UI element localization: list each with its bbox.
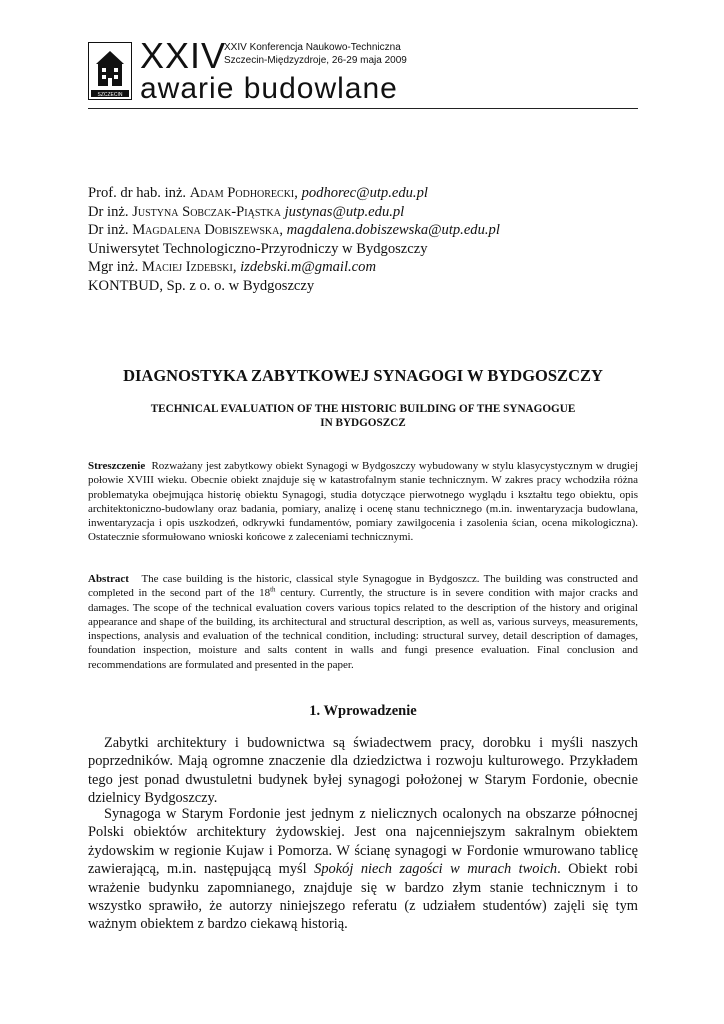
author-email[interactable]: izdebski.m@gmail.com bbox=[240, 259, 376, 276]
conference-logo-icon bbox=[88, 42, 132, 100]
conference-header bbox=[88, 36, 638, 108]
conference-name: XXIV Konferencja Naukowo-Techniczna bbox=[224, 42, 401, 53]
english-abstract: Abstract The case building is the historic, classical style Synagogue in Bydgoszcz. The building was constructed and completed in the second part of the 18th century. Currently, the structure is in severe condition with major cracks and damages. The scope of the technical evaluation covers various topics related to the description of the history and original appearance and shape of the building, its architectural and structural description, as well as, various surveys, measurements, inspections, analysis and evaluation of the technical condition, including: structural survey, detail description of damages, foundation inspection, moisture and salts content in walls and fungi presence evaluation. Final conclusion and recommendations are formulated and presented in the paper. bbox=[88, 573, 639, 671]
edition-number: XXIV bbox=[140, 35, 227, 76]
conference-series-title: awarie budowlane bbox=[140, 72, 398, 105]
polish-abstract: Streszczenie Rozważany jest zabytkowy obiekt Synagogi w Bydgoszczy wybudowany w stylu klasycystycznym w drugiej połowie XVIII wieku. Obecnie obiekt znajduje się w katastrofalnym stanie technicznym. W zakres pracy wchodziła różna problematyka obejmująca historię obiektu Synagogi, studia dotyczące pierwotnego wyglądu i kształtu tego obiektu, opis architektoniczno-budowlany oraz badania, pomiary, analizę i ocenę stanu technicznego (m.in. inwentaryzacja budowlana, inwentaryzacja i opis uszkodzeń, odkrywki fundamentów, pomiary zawilgocenia i zasolenia ścian, ocena mikologiczna). Ostatecznie sformułowano wnioski końcowe z zaleceniami technicznymi. bbox=[88, 460, 639, 544]
body-paragraph: Synagoga w Starym Fordonie jest jednym z nielicznych ocalonych na obszarze północnej Polski obiektów architektury żydowskiej. Jest ona najcenniejszym sakralnym obiektem żydowskim w regionie Kujaw i Pomorza. W ścianę synagogi w Fordonie wmurowano tablicę zawierającą, m.in. następującą myśl Spokój niech zagości w murach twoich. Obiekt robi wrażenie budynku zapomnianego, znajduje się w bardzo złym stanie technicznym i to wszystko sprawiło, że autorzy niniejszego referatu (z udziałem studentów) zajęli się tym ważnym obiektem z bardzo ciekawą historią. bbox=[88, 806, 638, 933]
affiliation: KONTBUD, Sp. z o. o. w Bydgoszczy bbox=[88, 277, 315, 294]
author-email[interactable]: magdalena.dobiszewska@utp.edu.pl bbox=[286, 222, 500, 239]
abstract-label: Abstract bbox=[88, 573, 129, 585]
author-block bbox=[88, 184, 648, 296]
author-line: Dr inż. Magdalena Dobiszewska, magdalena.dobiszewska@utp.edu.pl bbox=[88, 222, 500, 239]
conference-location-date: Szczecin-Międzyzdroje, 26-29 maja 2009 bbox=[224, 55, 407, 66]
quote: Spokój niech zagości w murach twoich bbox=[314, 861, 558, 878]
author-email[interactable]: justynas@utp.edu.pl bbox=[284, 203, 405, 220]
svg-text:SZCZECIN: SZCZECIN bbox=[97, 92, 123, 98]
section-heading: 1. Wprowadzenie bbox=[309, 703, 417, 719]
author-line: Mgr inż. Maciej Izdebski, izdebski.m@gmail.com bbox=[88, 259, 376, 276]
paper-subtitle: TECHNICAL EVALUATION OF THE HISTORIC BUILDING OF THE SYNAGOGUE IN BYDGOSZCZ bbox=[150, 403, 576, 429]
paper-title: DIAGNOSTYKA ZABYTKOWEJ SYNAGOGI W BYDGOSZCZY bbox=[123, 366, 603, 385]
affiliation: Uniwersytet Technologiczno-Przyrodniczy w Bydgoszczy bbox=[88, 240, 428, 257]
author-email[interactable]: podhorec@utp.edu.pl bbox=[301, 185, 428, 201]
body-paragraph: Zabytki architektury i budownictwa są świadectwem pracy, dorobku i myśli naszych poprzedników. Mają ogromne znaczenie dla dziedzictwa i rozwoju kulturowego. Przykładem tego jest ponad dwustuletni budynek byłej synagogi położonej w Starym Fordonie, obecnie dzielnicy Bydgoszczy. bbox=[88, 735, 638, 807]
author-line: Dr inż. Justyna Sobczak-Piąstka justynas@utp.edu.pl bbox=[88, 203, 405, 220]
abstract-label: Streszczenie bbox=[88, 460, 146, 472]
header-divider bbox=[88, 108, 638, 109]
author-line: Prof. dr hab. inż. Adam Podhorecki, podhorec@utp.edu.pl bbox=[88, 185, 428, 201]
